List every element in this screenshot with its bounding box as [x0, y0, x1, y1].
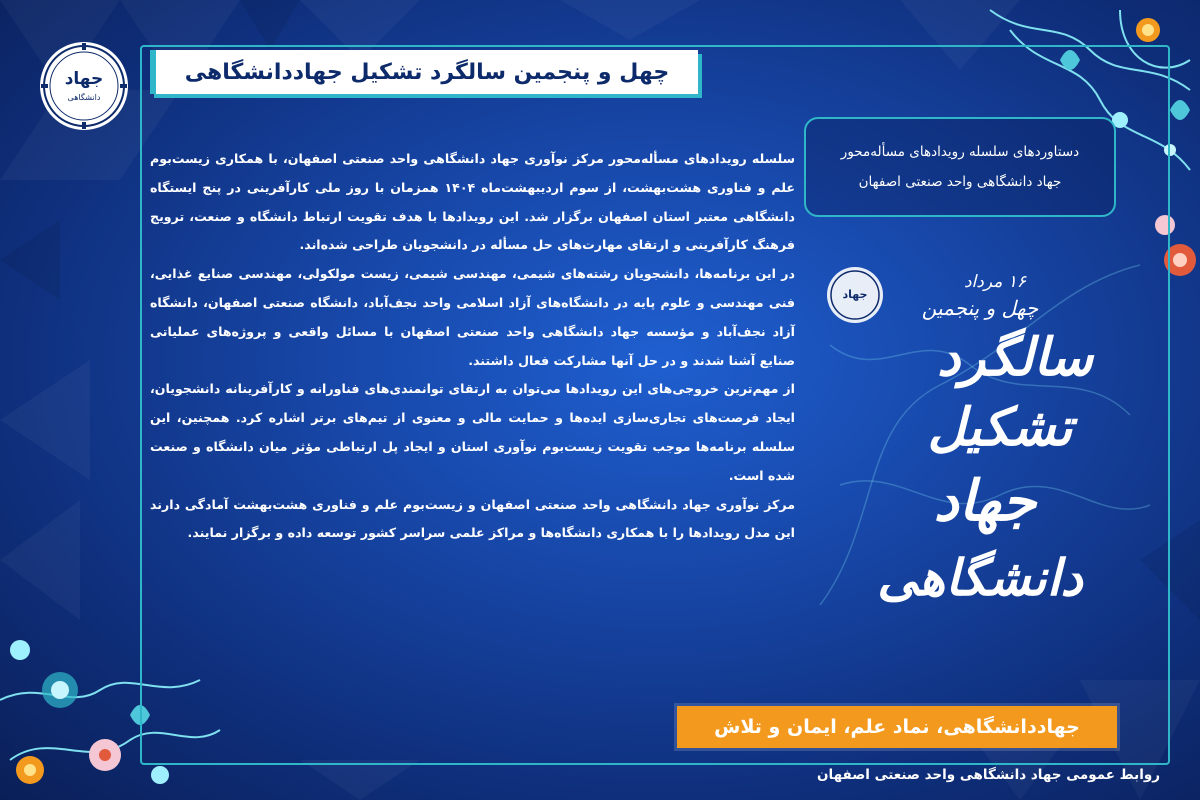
slogan-text: جهاددانشگاهی، نماد علم، ایمان و تلاش [714, 716, 1080, 738]
paragraph-4: مرکز نوآوری جهاد دانشگاهی واحد صنعتی اصفهان و زیست‌بوم علم و فناوری هشت‌بهشت آمادگی دارند این مدل رویدادها را با همکاری دانشگاه‌ها و مراکز علمی سراسر کشور توسعه داده و برگزار نمایند. [150, 496, 795, 541]
artwork-logo-text: جهاد [842, 288, 868, 301]
jahad-logo [38, 40, 130, 132]
artwork-line-3: تشکیل [927, 397, 1073, 458]
title-banner [150, 50, 698, 94]
logo-text: جهاد [64, 69, 104, 89]
logo-subtext: دانشگاهی [67, 93, 101, 102]
subtitle-line-1: دستاوردهای سلسله رویدادهای مسأله‌محور [840, 144, 1080, 160]
paragraph-1: سلسله رویدادهای مسأله‌محور مرکز نوآوری جهاد دانشگاهی واحد صنعتی اصفهان، با همکاری زیست‌بوم علم و فناوری هشت‌بهشت، از سوم اردیبهشت‌ماه ۱۴۰۴ همزمان با روز ملی کارآفرینی در پنج ایستگاه دانشگاهی معتبر استان اصفهان برگزار شد. این رویدادها با هدف تقویت ارتباط دانشگاه و صنعت، ترویج فرهنگ کارآفرینی و ارتقای مهارت‌های حل مسأله در دانشجویان طراحی شده‌اند. [150, 151, 795, 253]
subtitle-line-2: جهاد دانشگاهی واحد صنعتی اصفهان [858, 174, 1062, 190]
artwork-line-4: جهاد [933, 468, 1037, 534]
slogan-banner [677, 706, 1117, 748]
article-body [150, 145, 795, 705]
paragraph-3: از مهم‌ترین خروجی‌های این رویدادها می‌توان به ارتقای توانمندی‌های فناورانه و کارآفرینانه دانشجویان، ایجاد فرصت‌های تجاری‌سازی ایده‌ها و حمایت مالی و معنوی از تیم‌های برتر اشاره کرد. همچنین، این سلسله برنامه‌ها موجب تقویت زیست‌بوم نوآوری استان و ایجاد پل ارتباطی مؤثر میان دانشگاه و صنعت شده است. [150, 381, 795, 483]
artwork-line-2: سالگرد [937, 327, 1093, 388]
paragraph-2: در این برنامه‌ها، دانشجویان رشته‌های شیمی، مهندسی شیمی، زیست مولکولی، مهندسی صنایع غذایی، فنی مهندسی و علوم پایه در دانشگاه‌های آزاد اسلامی واحد نجف‌آباد، دانشگاه صنعتی اصفهان، دانشگاه آزاد نجف‌آباد و مؤسسه جهاد دانشگاهی واحد صنعتی اصفهان با مسائل واقعی و پروژه‌های عملیاتی صنایع آشنا شدند و در حل آنها مشارکت فعال داشتند. [150, 266, 795, 368]
artwork-line-5: دانشگاهی [877, 548, 1083, 607]
anniversary-calligraphy [800, 225, 1160, 645]
artwork-line-1: چهل و پنجمین [921, 296, 1039, 320]
footer-credit: روابط عمومی جهاد دانشگاهی واحد صنعتی اصفهان [817, 767, 1160, 783]
artwork-date: ۱۶ مرداد [963, 272, 1027, 292]
page-title: چهل و پنجمین سالگرد تشکیل جهاددانشگاهی [184, 59, 670, 85]
subtitle-box [804, 117, 1116, 217]
